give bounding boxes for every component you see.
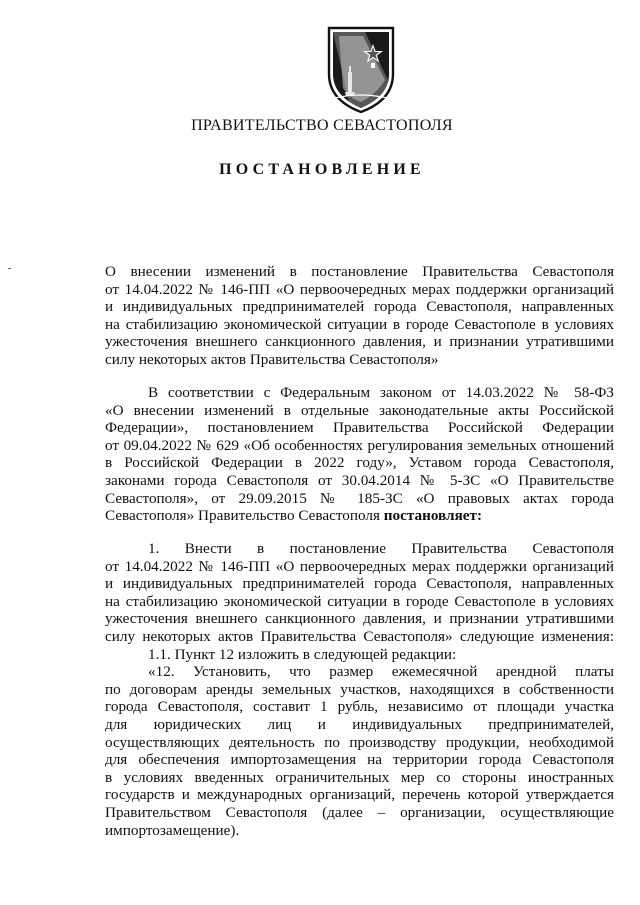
preamble-line: законами города Севастополя от 30.04.2014 № 5-ЗС «О Правительстве [105,471,614,489]
subject-line: на стабилизацию экономической ситуации в городе Севастополе в условиях [105,315,614,333]
body-line: осуществляющих деятельность по производству продукции, необходимой [105,733,614,751]
body-line: государств и международных организаций, перечень которой утверждается [105,786,614,804]
body-line: «12. Установить, что размер ежемесячной арендной платы [148,663,614,681]
body-line: 1. Внести в постановление Правительства Севастополя [148,540,614,557]
subject-line: от 14.04.2022 № 146-ПП «О первоочередных мерах поддержки организаций [105,280,614,298]
coat-of-arms-icon [325,22,397,116]
body-line: 1.1. Пункт 12 изложить в следующей редакции: [148,645,457,663]
body-line: для обеспечения импортозамещения на территории города Севастополя [105,751,614,769]
resolves-word: постановляет: [383,507,483,525]
preamble-line: от 09.04.2022 № 629 «Об особенностях регулирования земельных отношений [105,436,614,454]
document-type-heading: ПОСТАНОВЛЕНИЕ [219,161,425,178]
body-line: по договорам аренды земельных участков, находящихся в собственности [105,680,614,698]
resolution-subject [105,263,614,369]
body-line: для юридических лиц и индивидуальных предпринимателей, [105,715,614,733]
resolution-body [105,540,614,839]
government-title: ПРАВИТЕЛЬСТВО СЕВАСТОПОЛЯ [191,117,453,134]
preamble-line: В соответствии с Федеральным законом от 14.03.2022 № 58-ФЗ [148,384,614,401]
preamble-line: Федерации», постановлением Правительства Российской Федерации [105,419,614,437]
body-line: ужесточения внешнего санкционного давления, и признании утратившими [105,610,614,628]
preamble-line: Севастополя» Правительство Севастополя [105,507,380,525]
body-line: импортозамещение). [105,821,240,839]
body-line: Правительством Севастополя (далее – организации, осуществляющие [105,803,614,821]
preamble-line: в Российской Федерации в 2022 году», Уставом города Севастополя, [105,454,614,472]
subject-line: ужесточения внешнего санкционного давления, и признании утратившими [105,333,614,351]
body-line: и индивидуальных предпринимателей города Севастополя, направленных [105,575,614,593]
body-line: на стабилизацию экономической ситуации в городе Севастополе в условиях [105,592,614,610]
subject-line: О внесении изменений в постановление Правительства Севастополя [105,263,614,280]
body-line: силу некоторых актов Правительства Севастополя» следующие изменения: [105,627,614,645]
body-line: в условиях введенных ограничительных мер со стороны иностранных [105,768,614,786]
preamble-line: Севастополя», от 29.09.2015 № 185-ЗС «О правовых актах города [105,489,614,507]
scan-mark [8,268,11,269]
subject-line: силу некоторых актов Правительства Севастополя» [105,350,439,368]
subject-line: и индивидуальных предпринимателей города Севастополя, направленных [105,298,614,316]
body-line: города Севастополя, составит 1 рубль, независимо от площади участка [105,698,614,716]
preamble-paragraph [105,384,614,525]
preamble-line: «О внесении изменений в отдельные законодательные акты Российской [105,401,614,419]
body-line: от 14.04.2022 № 146-ПП «О первоочередных мерах поддержки организаций [105,557,614,575]
preamble-last-line [105,507,614,525]
